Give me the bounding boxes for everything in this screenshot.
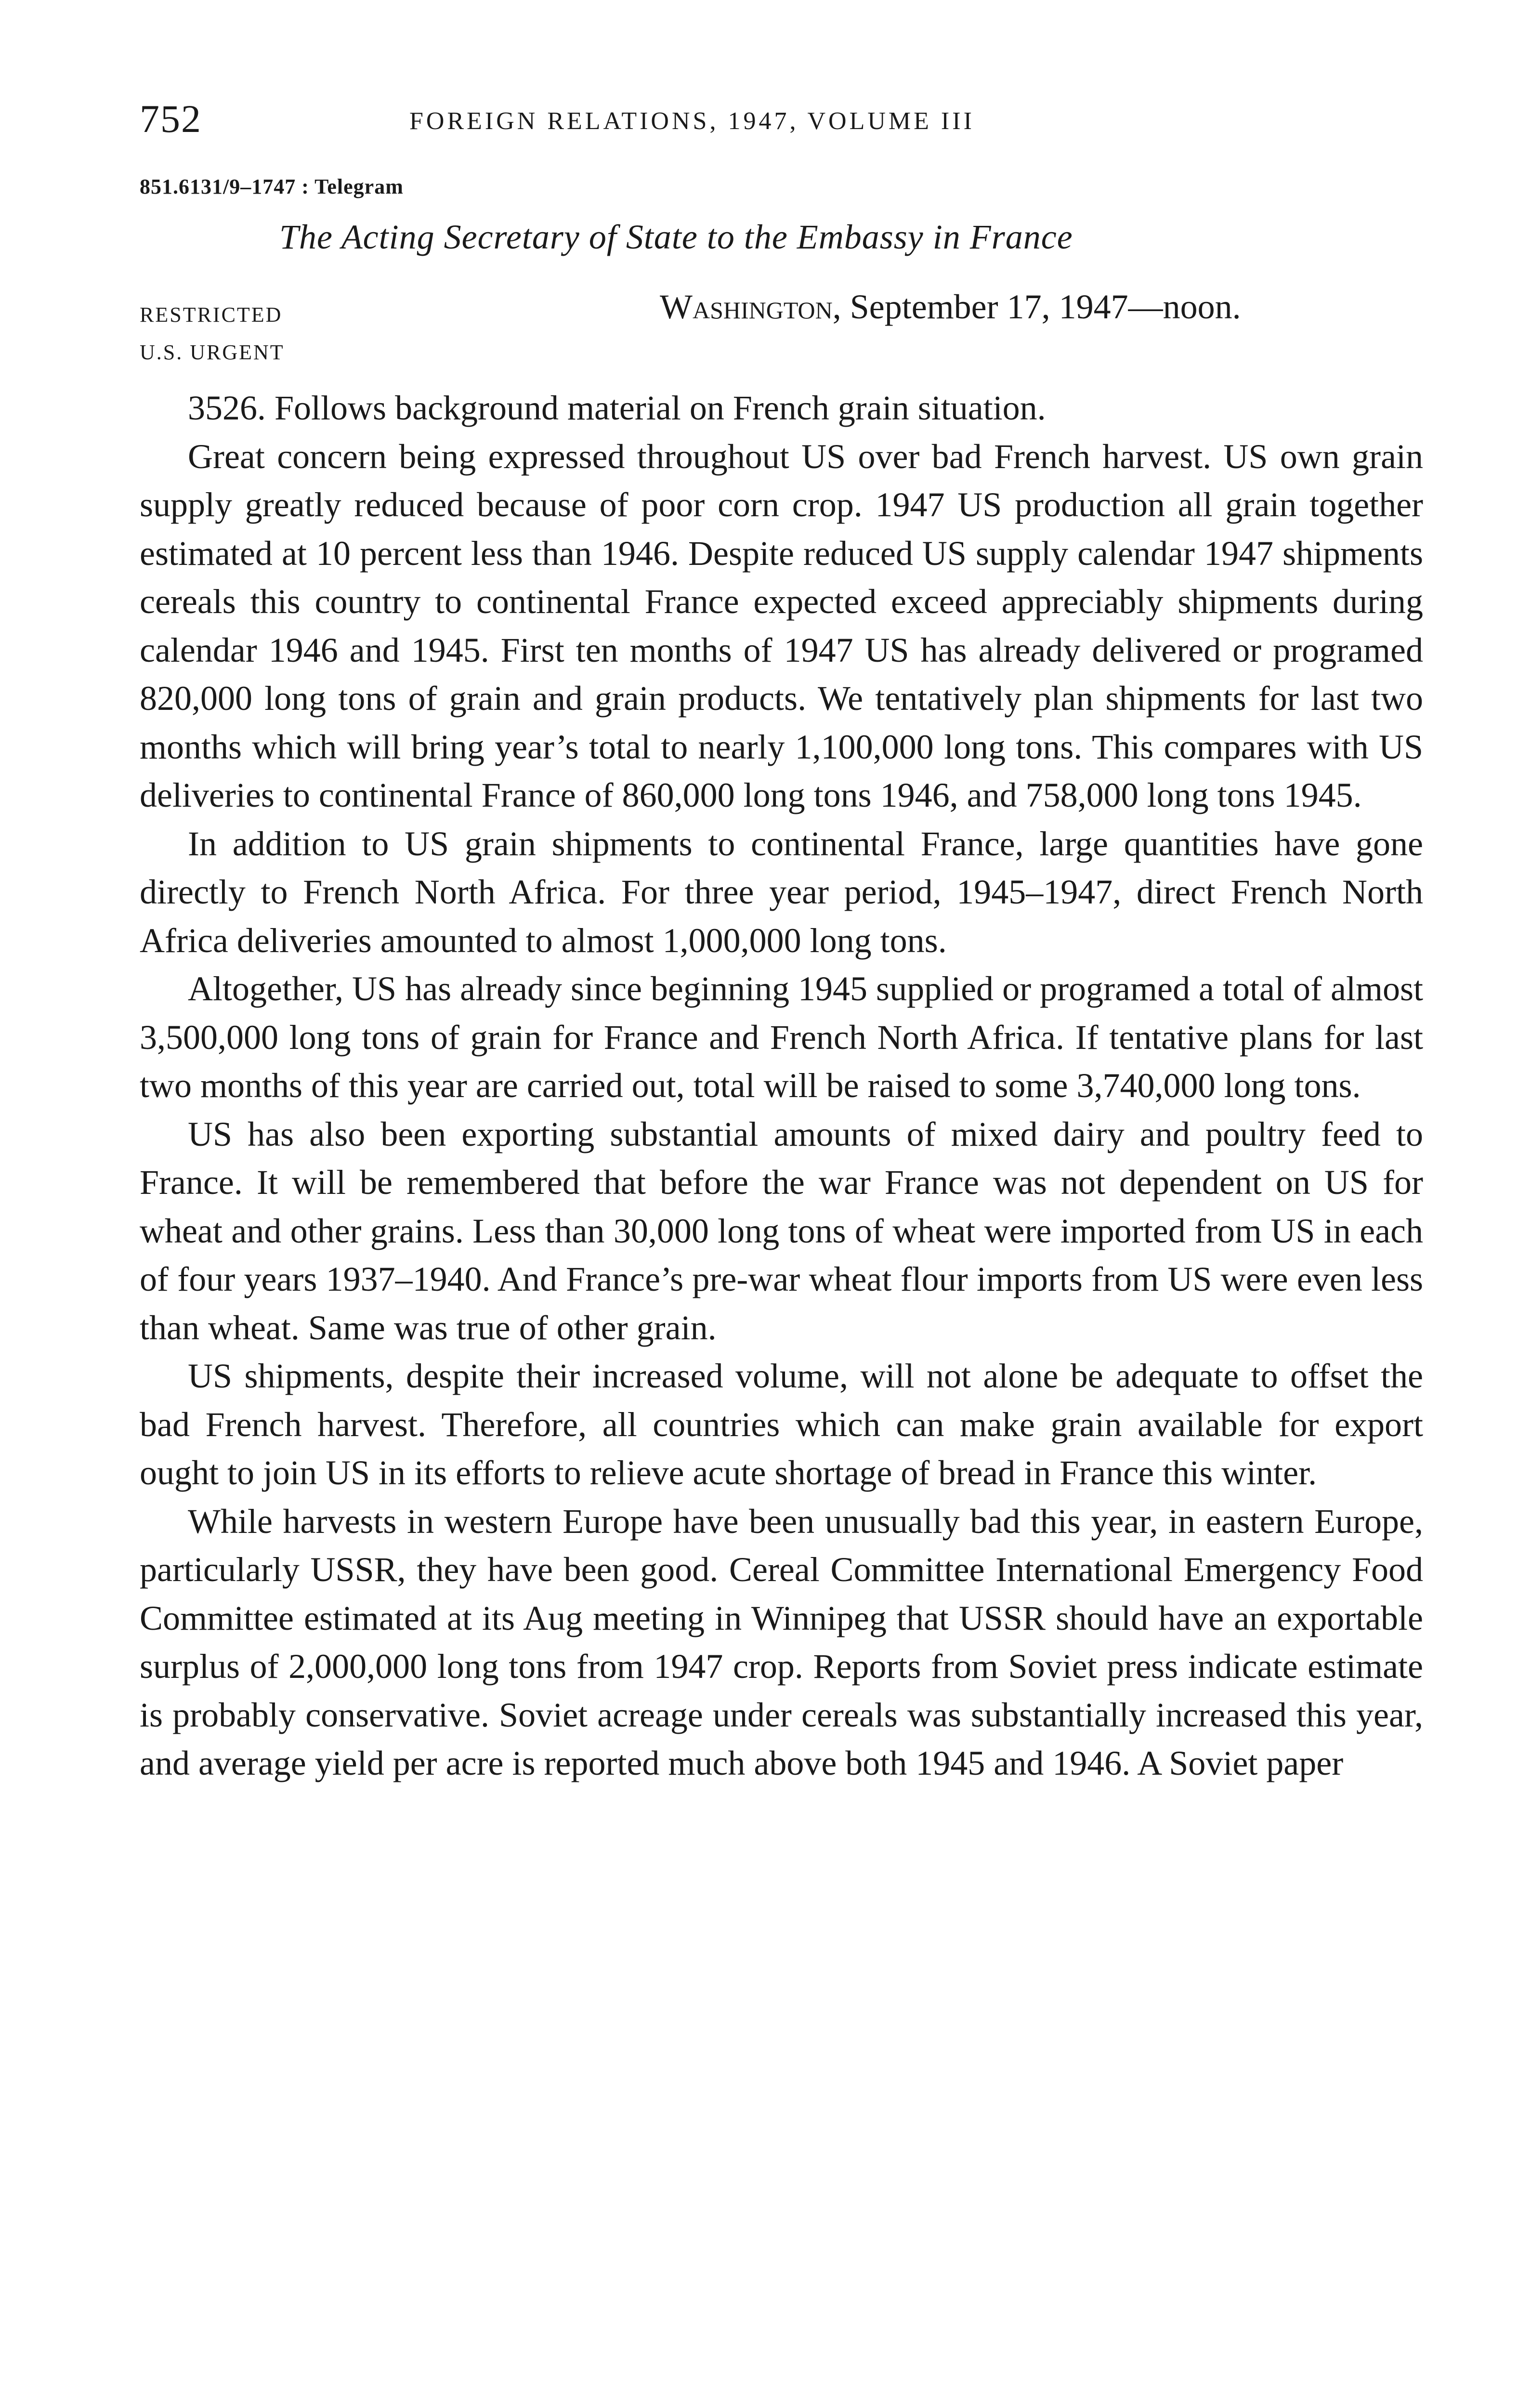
dateline: [660, 287, 1241, 327]
document-page: [140, 96, 1423, 1788]
body-paragraph: Great concern being expressed throughout US over bad French harvest. US own grain supply greatly reduced because of poor corn crop. 1947 US production all grain together estimated at 10 percent less than 1946. Despite reduced US supply calendar 1947 shipments cereals this country to continental France expected exceed appreciably shipments during calendar 1946 and 1945. First ten months of 1947 US has already delivered or programed 820,000 long tons of grain and grain products. We tentatively plan shipments for last two months which will bring year’s total to nearly 1,100,000 long tons. This compares with US deliveries to continental France of 860,000 long tons 1946, and 758,000 long tons 1945.: [140, 437, 1423, 814]
telegram-body: [140, 384, 1423, 1788]
running-title: FOREIGN RELATIONS, 1947, VOLUME III: [409, 107, 975, 135]
dateline-date: , September 17, 1947—noon.: [832, 288, 1241, 326]
urgency-label: U.S. URGENT: [140, 340, 285, 364]
running-header: [140, 96, 1423, 154]
file-reference: 851.6131/9–1747 : Telegram: [140, 175, 404, 198]
body-paragraph: In addition to US grain shipments to continental France, large quantities have gone directly to French North Africa. For three year period, 1945–1947, direct French North Africa deliveries amounted to almost 1,000,000 long tons.: [140, 824, 1423, 960]
body-paragraph: Altogether, US has already since beginning 1945 supplied or programed a total of almost 3,500,000 long tons of grain for France and French North Africa. If tentative plans for last two months of this year are carried out, total will be raised to some 3,740,000 long tons.: [140, 969, 1423, 1105]
body-paragraph: While harvests in western Europe have been unusually bad this year, in eastern Europe, particularly USSR, they have been good. Cereal Committee International Emergency Food Committee estimated at its Aug meeting in Winnipeg that USSR should have an exportable surplus of 2,000,000 long tons from 1947 crop. Reports from Soviet press indicate estimate is probably conservative. Soviet acreage under cereals was substantially increased this year, and average yield per acre is reported much above both 1945 and 1946. A Soviet paper: [140, 1502, 1423, 1782]
document-title: The Acting Secretary of State to the Embassy in France: [279, 218, 1073, 256]
body-paragraph: US shipments, despite their increased volume, will not alone be adequate to offset the bad French harvest. Therefore, all countries which can make grain available for export ought to join US in its efforts to relieve acute shortage of bread in France this winter.: [140, 1357, 1423, 1492]
body-paragraph: 3526. Follows background material on French grain situation.: [188, 389, 1046, 427]
body-paragraph: US has also been exporting substantial amounts of mixed dairy and poultry feed to France. It will be remembered that before the war France was not dependent on US for wheat and other grains. Less than 30,000 long tons of wheat were imported from US in each of four years 1937–1940. And France’s pre-war wheat flour imports from US were even less than wheat. Same was true of other grain.: [140, 1114, 1423, 1347]
classification-label: RESTRICTED: [140, 303, 283, 327]
dateline-city: Washington: [660, 288, 833, 326]
page-number: 752: [140, 97, 202, 141]
dateline-row: [140, 287, 1423, 340]
